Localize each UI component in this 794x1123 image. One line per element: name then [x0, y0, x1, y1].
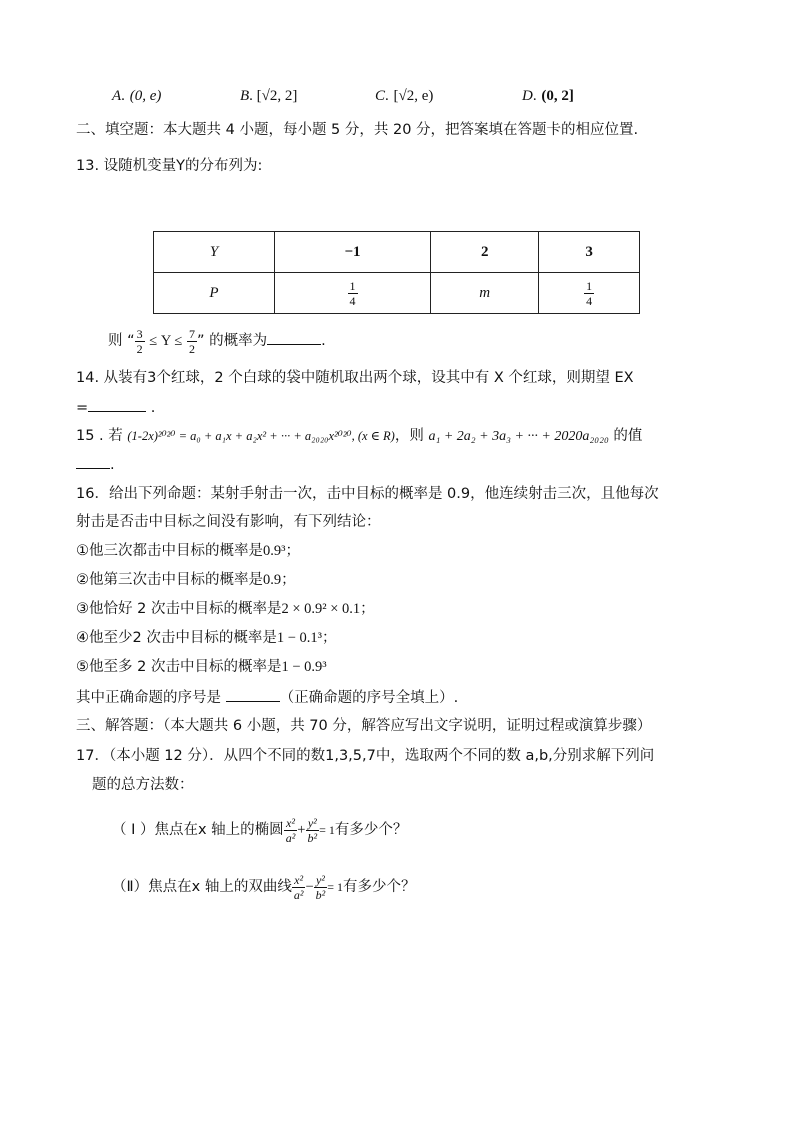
q13-prompt: 13. 设随机变量Y的分布列为:: [76, 158, 263, 174]
q16-item: ①他三次都击中目标的概率是0.9³；: [76, 543, 300, 559]
fraction: $\frac{1}{4}$: [349, 278, 356, 308]
option-b-letter: B: [240, 88, 250, 104]
option-c-letter: C: [375, 88, 386, 104]
option-d-letter: D: [522, 88, 533, 104]
table-cell: m: [431, 273, 539, 314]
q16-item: ⑤他至多 2 次击中目标的概率是1 − 0.9³: [76, 659, 327, 675]
fraction: $\frac{\text{x²}}{\text{a²}}$: [293, 872, 304, 902]
q17-part1: （ Ⅰ ）焦点在x 轴上的椭圆 $\frac{\text{x²}}{\text{a²}}$ + $\frac{\text{y²}}{\text{b²}}$ = 1有多少个？: [112, 815, 408, 845]
fraction: $\frac{\text{y²}}{\text{b²}}$: [315, 872, 326, 902]
fraction: $\frac{3}{2}$: [136, 326, 143, 356]
table-row: [154, 232, 640, 273]
q16-item: ④他至少2 次击中目标的概率是1 − 0.1³；: [76, 630, 337, 646]
q15-line2: .: [76, 454, 115, 475]
table-cell: Y: [154, 232, 275, 273]
table-cell: −1: [275, 232, 431, 273]
answer-blank[interactable]: [226, 687, 280, 702]
q16-line2: 射击是否击中目标之间没有影响，有下列结论：: [76, 514, 381, 530]
option-b-content: [√2, 2]: [256, 88, 298, 104]
option-b: B. [√2, 2]: [240, 88, 298, 104]
q14-line2: = .: [76, 397, 155, 418]
section2-heading: 二、填空题：本大题共 4 小题，每小题 5 分，共 20 分，把答案填在答题卡的相应位置.: [76, 122, 639, 138]
table-cell: 2: [431, 232, 539, 273]
option-d-content: (0, 2]: [541, 88, 574, 104]
answer-blank[interactable]: [267, 330, 321, 345]
option-a-content: (0, e): [129, 88, 162, 104]
fraction: $\frac{7}{2}$: [188, 326, 195, 356]
q16-item: ③他恰好 2 次击中目标的概率是2 × 0.9² × 0.1；: [76, 601, 375, 617]
fraction: $\frac{1}{4}$: [586, 278, 593, 308]
option-a: A. (0, e): [112, 88, 162, 104]
q15-line1: 15 . 若 (1-2x)²⁰²⁰ = a₀ + a₁x + a₂x² + ··· + a₂₀₂₀x²⁰²⁰, (x ∈ R)，则 a₁ + 2a₂ + 3a₃ + ··· + 2020a₂₀₂₀ 的值: [76, 428, 643, 444]
q15-expansion: (1-2x)²⁰²⁰ = a₀ + a₁x + a₂x² + ··· + a₂₀₂₀x²⁰²⁰, (x ∈ R): [127, 429, 395, 443]
table-cell: P: [154, 273, 275, 314]
q14-line1: 14. 从装有3个红球，2 个白球的袋中随机取出两个球，设其中有 X 个红球，则期望 EX: [76, 370, 634, 386]
q16-item: ②他第三次击中目标的概率是0.9；: [76, 572, 296, 588]
fraction: $\frac{\text{y²}}{\text{b²}}$: [307, 815, 318, 845]
table-cell: [275, 273, 431, 314]
table-cell: 3: [539, 232, 640, 273]
answer-blank[interactable]: [76, 454, 110, 469]
section3-heading: 三、解答题：（本大题共 6 小题，共 70 分，解答应写出文字说明，证明过程或演算步骤）: [76, 718, 652, 734]
option-d: D. (0, 2]: [522, 88, 574, 104]
q16-line1: 16．给出下列命题：某射手射击一次，击中目标的概率是 0.9，他连续射击三次，且他每次: [76, 486, 659, 502]
table-row: [154, 273, 640, 314]
q17-line2: 题的总方法数：: [92, 777, 194, 793]
q16-answer: 其中正确命题的序号是 （正确命题的序号全填上）.: [76, 687, 458, 708]
answer-blank[interactable]: [88, 397, 146, 412]
option-a-letter: A: [112, 88, 122, 104]
option-c-content: [√2, e): [393, 88, 434, 104]
option-c: C. [√2, e): [375, 88, 434, 104]
q17-line1: 17．（本小题 12 分）．从四个不同的数1,3,5,7中，选取两个不同的数 a,b,分别求解下列问: [76, 748, 655, 764]
fraction: $\frac{\text{x²}}{\text{a²}}$: [285, 815, 296, 845]
q17-part2: （Ⅱ）焦点在x 轴上的双曲线 $\frac{\text{x²}}{\text{a²}}$ − $\frac{\text{y²}}{\text{b²}}$ = 1有多少个？: [112, 872, 416, 902]
q13-question: 则 “ $\frac{3}{2}$ ≤ Y ≤ $\frac{7}{2}$ ” 的概率为 .: [108, 326, 326, 356]
distribution-table: [153, 231, 640, 314]
q15-sum: a₁ + 2a₂ + 3a₃ + ··· + 2020a₂₀₂₀: [428, 429, 609, 444]
table-cell: [539, 273, 640, 314]
